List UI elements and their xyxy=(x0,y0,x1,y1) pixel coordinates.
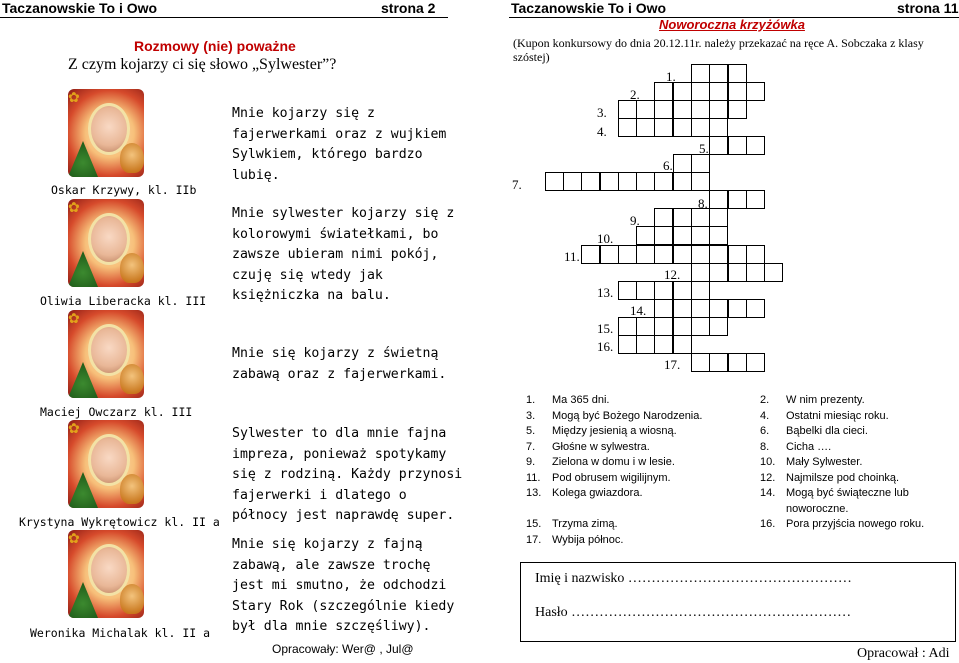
crossword-cell[interactable] xyxy=(709,245,728,264)
crossword-cell[interactable] xyxy=(746,353,765,372)
clue-13: 13. Kolega gwiazdora. xyxy=(526,487,643,499)
crossword-cell[interactable] xyxy=(746,82,765,101)
crossword-cell[interactable] xyxy=(691,226,710,245)
clue-12: 12. Najmilsze pod choinką. xyxy=(760,471,900,484)
crossword-title: Noworoczna krzyżówka xyxy=(659,17,805,32)
student-quote-4: Sylwester to dla mnie fajna impreza, ponieważ spotykamy się z rodziną. Każdy przynosi fajerwerki i dlatego o północy jest naprawdę super. xyxy=(232,426,463,523)
crossword-cell[interactable] xyxy=(618,317,637,336)
left-credit: Opracowały: Wer@ , Jul@ xyxy=(272,642,414,656)
cw-number-8: 8. xyxy=(698,196,708,211)
clue-15: 15. Trzyma zimą. xyxy=(526,518,618,530)
cw-number-10: 10. xyxy=(597,231,614,246)
crossword-cell[interactable] xyxy=(636,172,655,191)
crossword-cell[interactable] xyxy=(691,154,710,173)
crossword-cell[interactable] xyxy=(654,172,673,191)
crossword-cell[interactable] xyxy=(600,172,619,191)
crossword-cell[interactable] xyxy=(691,82,710,101)
crossword-cell[interactable] xyxy=(728,82,747,101)
crossword-cell[interactable] xyxy=(746,245,765,264)
crossword-cell[interactable] xyxy=(728,100,747,119)
crossword-cell[interactable] xyxy=(709,190,728,209)
clue-10: 10. Mały Sylwester. xyxy=(760,456,863,468)
crossword-cell[interactable] xyxy=(673,100,692,119)
clue-7: 7. Głośne w sylwestra. xyxy=(526,440,650,453)
student-name-1: Oskar Krzywy, kl. IIb xyxy=(51,183,197,197)
crossword-cell[interactable] xyxy=(636,226,655,245)
crossword-cell[interactable] xyxy=(728,263,747,282)
crossword-cell[interactable] xyxy=(636,317,655,336)
cw-number-9: 9. xyxy=(630,213,640,228)
clue-16: 16. Pora przyjścia nowego roku. xyxy=(760,518,925,530)
crossword-cell[interactable] xyxy=(654,226,673,245)
student-photo-1: ✿ xyxy=(68,89,144,177)
crossword-cell[interactable] xyxy=(618,245,637,264)
student-quote-1: Mnie kojarzy się z fajerwerkami oraz z wujkiem Sylwkiem, którego bardzo lubię. xyxy=(232,106,447,183)
crossword-cell[interactable] xyxy=(709,118,728,137)
crossword-cell[interactable] xyxy=(673,245,692,264)
crossword-cell[interactable] xyxy=(691,317,710,336)
crossword-cell[interactable] xyxy=(709,82,728,101)
crossword-cell[interactable] xyxy=(654,118,673,137)
clue-2: 2. W nim prezenty. xyxy=(760,394,865,406)
crossword-cell[interactable] xyxy=(728,353,747,372)
cw-number-12: 12. xyxy=(664,267,681,282)
crossword-cell[interactable] xyxy=(654,281,673,300)
crossword-cell[interactable] xyxy=(709,299,728,318)
cw-number-2: 2. xyxy=(630,87,640,102)
crossword-cell[interactable] xyxy=(673,299,692,318)
clue-6: 6. Bąbelki dla cieci. xyxy=(760,425,868,437)
crossword-cell[interactable] xyxy=(654,335,673,354)
crossword-cell[interactable] xyxy=(673,317,692,336)
crossword-cell[interactable] xyxy=(709,226,728,245)
crossword-cell[interactable] xyxy=(746,263,765,282)
cw-number-7: 7. xyxy=(512,177,522,192)
left-title: Rozmowy (nie) poważne xyxy=(134,38,296,54)
crossword-cell[interactable] xyxy=(673,335,692,354)
clue-3: 3. Mogą być Bożego Narodzenia. xyxy=(526,409,703,422)
crossword-cell[interactable] xyxy=(728,64,747,83)
clue-11: 11. Pod obrusem wigilijnym. xyxy=(526,471,671,484)
left-subtitle: Z czym kojarzy ci się słowo „Sylwester”? xyxy=(68,56,337,73)
crossword-cell[interactable] xyxy=(691,100,710,119)
crossword-cell[interactable] xyxy=(691,245,710,264)
crossword-cell[interactable] xyxy=(746,299,765,318)
student-photo-2: ✿ xyxy=(68,199,144,287)
crossword-cell[interactable] xyxy=(654,245,673,264)
crossword-cell[interactable] xyxy=(709,136,728,155)
crossword-cell[interactable] xyxy=(709,64,728,83)
crossword-cell[interactable] xyxy=(728,136,747,155)
crossword-cell[interactable] xyxy=(673,118,692,137)
clue-4: 4. Ostatni miesiąc roku. xyxy=(760,409,889,422)
cw-number-6: 6. xyxy=(663,158,673,173)
cw-number-3: 3. xyxy=(597,105,607,120)
student-name-2: Oliwia Liberacka kl. III xyxy=(40,294,207,308)
cw-number-13: 13. xyxy=(597,285,614,300)
crossword-cell[interactable] xyxy=(709,317,728,336)
crossword-cell[interactable] xyxy=(691,353,710,372)
student-quote-2: Mnie sylwester kojarzy się z kolorowymi światełkami, bo zawsze ubieram nimi pokój, czuję się wtedy jak księżniczka na balu. xyxy=(232,206,455,303)
crossword-cell[interactable] xyxy=(673,281,692,300)
crossword-cell[interactable] xyxy=(728,299,747,318)
crossword-cell[interactable] xyxy=(636,335,655,354)
crossword-cell[interactable] xyxy=(764,263,783,282)
crossword-cell[interactable] xyxy=(654,208,673,227)
clue-14-cont: noworoczne. xyxy=(786,502,849,515)
clue-1: 1. Ma 365 dni. xyxy=(526,394,610,406)
crossword-cell[interactable] xyxy=(673,226,692,245)
crossword-cell[interactable] xyxy=(691,263,710,282)
crossword-cell[interactable] xyxy=(618,172,637,191)
password-field[interactable]: Hasło …………………………………………………… xyxy=(535,605,852,620)
crossword-cell[interactable] xyxy=(691,172,710,191)
crossword-cell[interactable] xyxy=(709,100,728,119)
cw-number-11: 11. xyxy=(564,249,580,264)
crossword-cell[interactable] xyxy=(746,136,765,155)
name-field[interactable]: Imię i nazwisko ………………………………………… xyxy=(535,571,852,586)
student-quote-5: Mnie się kojarzy z fajną zabawą, ale zawsze trochę jest mi smutno, że odchodzi Stary Rok (szczególnie kiedy był dla mnie szczęśliwy). xyxy=(232,537,455,634)
right-signoff: Opracował : Adi xyxy=(857,646,950,661)
cw-number-15: 15. xyxy=(597,321,614,336)
clues-left-column xyxy=(526,393,702,548)
crossword-cell[interactable] xyxy=(654,317,673,336)
student-name-5: Weronika Michalak kl. II a xyxy=(30,626,211,640)
crossword-cell[interactable] xyxy=(746,190,765,209)
student-quote-3: Mnie się kojarzy z świetną zabawą oraz z fajerwerkami. xyxy=(232,346,447,382)
cw-number-4: 4. xyxy=(597,124,607,139)
crossword-cell[interactable] xyxy=(691,281,710,300)
clue-8: 8. Cicha …. xyxy=(760,440,832,453)
crossword-cell[interactable] xyxy=(654,100,673,119)
cw-number-5: 5. xyxy=(699,141,709,156)
clue-14: 14. Mogą być świąteczne lub xyxy=(760,487,909,499)
student-name-3: Maciej Owczarz kl. III xyxy=(40,405,193,419)
left-header-title: Taczanowskie To i Owo xyxy=(2,0,158,16)
crossword-cell[interactable] xyxy=(618,118,637,137)
crossword-cell[interactable] xyxy=(673,208,692,227)
cw-number-1: 1. xyxy=(666,69,676,84)
student-photo-4: ✿ xyxy=(68,420,144,508)
crossword-cell[interactable] xyxy=(709,208,728,227)
crossword-cell[interactable] xyxy=(691,118,710,137)
student-name-4: Krystyna Wykrętowicz kl. II a xyxy=(19,515,220,529)
clue-9: 9. Zielona w domu i w lesie. xyxy=(526,456,675,468)
crossword-cell[interactable] xyxy=(728,190,747,209)
crossword-cell[interactable] xyxy=(673,154,692,173)
crossword-cell[interactable] xyxy=(636,281,655,300)
crossword-cell[interactable] xyxy=(581,245,600,264)
crossword-cell[interactable] xyxy=(618,281,637,300)
crossword-cell[interactable] xyxy=(709,353,728,372)
crossword-cell[interactable] xyxy=(545,172,564,191)
crossword-cell[interactable] xyxy=(636,245,655,264)
crossword-cell[interactable] xyxy=(600,245,619,264)
crossword-cell[interactable] xyxy=(709,263,728,282)
crossword-cell[interactable] xyxy=(691,64,710,83)
left-header-rule xyxy=(0,17,448,18)
crossword-cell[interactable] xyxy=(581,172,600,191)
student-photo-3: ✿ xyxy=(68,310,144,398)
coupon-note: (Kupon konkursowy do dnia 20.12.11r. należy przekazać na ręce A. Sobczaka z klasy szóstej) xyxy=(513,36,924,64)
cw-number-17: 17. xyxy=(664,357,681,372)
clue-5: 5. Między jesienią a wiosną. xyxy=(526,425,677,437)
student-photo-5: ✿ xyxy=(68,530,144,618)
cw-number-14: 14. xyxy=(630,303,647,318)
right-header-page: strona 11 xyxy=(897,0,959,16)
crossword-cell[interactable] xyxy=(563,172,582,191)
cw-number-16: 16. xyxy=(597,339,614,354)
left-header-page: strona 2 xyxy=(381,0,436,16)
clue-17: 17. Wybija północ. xyxy=(526,533,624,546)
right-header-title: Taczanowskie To i Owo xyxy=(511,0,667,16)
crossword-cell[interactable] xyxy=(618,335,637,354)
crossword-cell[interactable] xyxy=(728,245,747,264)
clues-right-column xyxy=(760,393,924,533)
crossword-cell[interactable] xyxy=(673,172,692,191)
crossword-cell[interactable] xyxy=(636,118,655,137)
crossword-cell[interactable] xyxy=(691,299,710,318)
crossword-cell[interactable] xyxy=(654,299,673,318)
